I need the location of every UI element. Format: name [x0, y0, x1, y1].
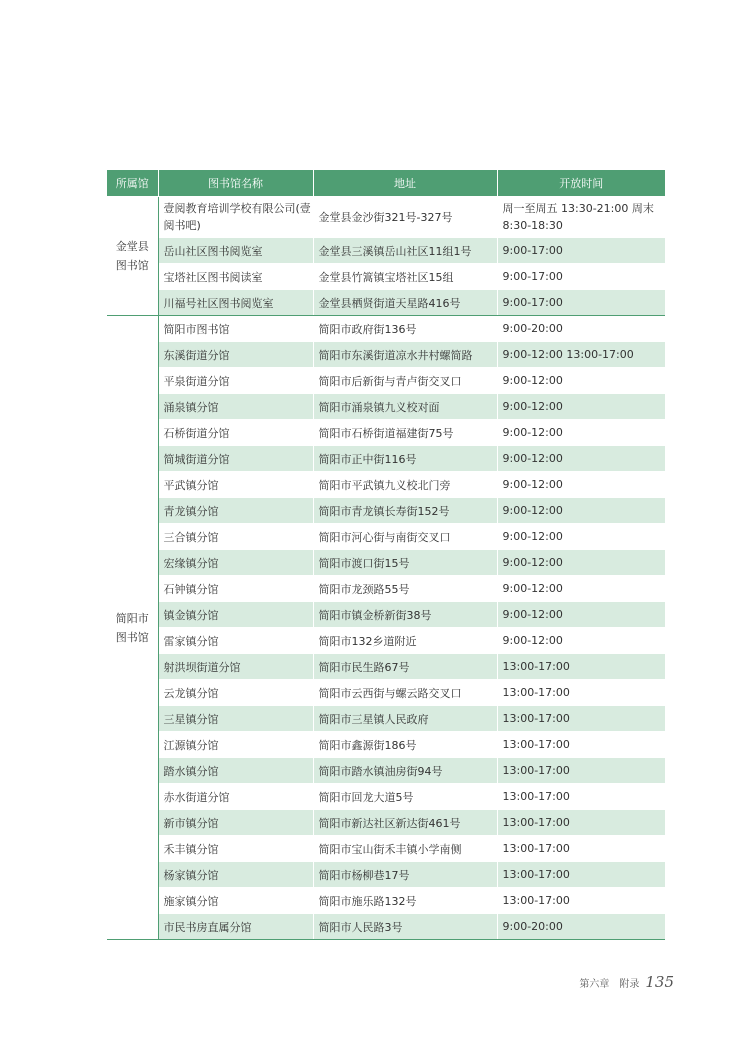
cell-address: 简阳市踏水镇油房街94号 — [313, 758, 497, 784]
table-row — [107, 758, 665, 784]
table-row — [107, 914, 665, 940]
cell-address: 简阳市青龙镇长寿街152号 — [313, 498, 497, 524]
cell-hours: 13:00-17:00 — [497, 732, 665, 758]
header-address: 地址 — [313, 170, 497, 197]
cell-name: 涌泉镇分馆 — [158, 394, 313, 420]
cell-name: 施家镇分馆 — [158, 888, 313, 914]
library-table — [107, 170, 665, 940]
cell-name: 雷家镇分馆 — [158, 628, 313, 654]
table-row — [107, 524, 665, 550]
table-row — [107, 368, 665, 394]
table-row — [107, 654, 665, 680]
cell-hours: 13:00-17:00 — [497, 784, 665, 810]
cell-hours: 9:00-20:00 — [497, 914, 665, 940]
table-row — [107, 550, 665, 576]
cell-name: 石桥街道分馆 — [158, 420, 313, 446]
cell-hours: 9:00-17:00 — [497, 290, 665, 316]
cell-address: 金堂县三溪镇岳山社区11组1号 — [313, 238, 497, 264]
cell-name: 新市镇分馆 — [158, 810, 313, 836]
cell-address: 简阳市鑫源街186号 — [313, 732, 497, 758]
table-row — [107, 472, 665, 498]
cell-hours: 9:00-12:00 — [497, 498, 665, 524]
cell-address: 金堂县金沙街321号-327号 — [313, 197, 497, 238]
cell-name: 云龙镇分馆 — [158, 680, 313, 706]
cell-name: 岳山社区图书阅览室 — [158, 238, 313, 264]
cell-address: 简阳市三星镇人民政府 — [313, 706, 497, 732]
table-row — [107, 862, 665, 888]
cell-hours: 9:00-12:00 — [497, 524, 665, 550]
cell-name: 壹阅教育培训学校有限公司(壹阅书吧) — [158, 197, 313, 238]
cell-hours: 13:00-17:00 — [497, 836, 665, 862]
cell-address: 简阳市正中街116号 — [313, 446, 497, 472]
cell-hours: 9:00-12:00 — [497, 576, 665, 602]
table-row — [107, 498, 665, 524]
cell-name: 杨家镇分馆 — [158, 862, 313, 888]
cell-name: 平泉街道分馆 — [158, 368, 313, 394]
cell-address: 简阳市后新街与青卢街交叉口 — [313, 368, 497, 394]
cell-name: 宝塔社区图书阅读室 — [158, 264, 313, 290]
cell-address: 简阳市民生路67号 — [313, 654, 497, 680]
cell-name: 赤水街道分馆 — [158, 784, 313, 810]
cell-address: 简阳市龙颈路55号 — [313, 576, 497, 602]
cell-name: 平武镇分馆 — [158, 472, 313, 498]
cell-name: 三星镇分馆 — [158, 706, 313, 732]
page-number: 135 — [645, 973, 674, 991]
cell-name: 宏缘镇分馆 — [158, 550, 313, 576]
table-row — [107, 316, 665, 342]
cell-address: 简阳市镇金桥新街38号 — [313, 602, 497, 628]
cell-address: 金堂县栖贤街道天星路416号 — [313, 290, 497, 316]
table-row — [107, 784, 665, 810]
cell-address: 简阳市东溪街道凉水井村螺简路 — [313, 342, 497, 368]
cell-address: 简阳市132乡道附近 — [313, 628, 497, 654]
table-row — [107, 264, 665, 290]
table-row — [107, 576, 665, 602]
header-affiliation: 所属馆 — [107, 170, 158, 197]
cell-hours: 9:00-12:00 — [497, 472, 665, 498]
cell-name: 三合镇分馆 — [158, 524, 313, 550]
footer-section: 附录 — [619, 979, 640, 990]
cell-address: 简阳市人民路3号 — [313, 914, 497, 940]
table-row — [107, 602, 665, 628]
cell-address: 金堂县竹篙镇宝塔社区15组 — [313, 264, 497, 290]
cell-hours: 13:00-17:00 — [497, 862, 665, 888]
cell-address: 简阳市河心街与南街交叉口 — [313, 524, 497, 550]
cell-address: 简阳市涌泉镇九义校对面 — [313, 394, 497, 420]
cell-name: 简城街道分馆 — [158, 446, 313, 472]
cell-hours: 13:00-17:00 — [497, 680, 665, 706]
cell-hours: 9:00-12:00 — [497, 394, 665, 420]
cell-address: 简阳市渡口街15号 — [313, 550, 497, 576]
table-row — [107, 836, 665, 862]
table-row — [107, 888, 665, 914]
cell-address: 简阳市施乐路132号 — [313, 888, 497, 914]
cell-name: 简阳市图书馆 — [158, 316, 313, 342]
cell-name: 市民书房直属分馆 — [158, 914, 313, 940]
cell-name: 石钟镇分馆 — [158, 576, 313, 602]
table-row — [107, 420, 665, 446]
cell-hours: 13:00-17:00 — [497, 888, 665, 914]
table-row — [107, 290, 665, 316]
table-row — [107, 238, 665, 264]
table-row — [107, 197, 665, 238]
cell-hours: 13:00-17:00 — [497, 706, 665, 732]
cell-hours: 9:00-12:00 — [497, 602, 665, 628]
page-footer — [579, 973, 674, 991]
cell-name: 青龙镇分馆 — [158, 498, 313, 524]
group-name-cell: 简阳市图书馆 — [107, 316, 158, 940]
cell-hours: 13:00-17:00 — [497, 810, 665, 836]
table-row — [107, 628, 665, 654]
table-row — [107, 342, 665, 368]
table-row — [107, 394, 665, 420]
cell-hours: 9:00-17:00 — [497, 238, 665, 264]
cell-address: 简阳市云西街与螺云路交叉口 — [313, 680, 497, 706]
cell-hours: 周一至周五 13:30-21:00 周末8:30-18:30 — [497, 197, 665, 238]
cell-name: 踏水镇分馆 — [158, 758, 313, 784]
cell-hours: 9:00-12:00 — [497, 550, 665, 576]
cell-hours: 9:00-12:00 13:00-17:00 — [497, 342, 665, 368]
cell-name: 射洪坝街道分馆 — [158, 654, 313, 680]
cell-hours: 9:00-12:00 — [497, 446, 665, 472]
cell-address: 简阳市石桥街道福建街75号 — [313, 420, 497, 446]
cell-name: 禾丰镇分馆 — [158, 836, 313, 862]
cell-address: 简阳市宝山街禾丰镇小学南侧 — [313, 836, 497, 862]
cell-hours: 9:00-12:00 — [497, 420, 665, 446]
cell-name: 川福号社区图书阅览室 — [158, 290, 313, 316]
cell-name: 东溪街道分馆 — [158, 342, 313, 368]
table-row — [107, 810, 665, 836]
table-row — [107, 446, 665, 472]
table-row — [107, 732, 665, 758]
cell-address: 简阳市新达社区新达街461号 — [313, 810, 497, 836]
table-body — [107, 197, 665, 940]
cell-address: 简阳市政府街136号 — [313, 316, 497, 342]
cell-name: 镇金镇分馆 — [158, 602, 313, 628]
cell-address: 简阳市杨柳巷17号 — [313, 862, 497, 888]
cell-name: 江源镇分馆 — [158, 732, 313, 758]
table-header-row — [107, 170, 665, 197]
table-row — [107, 706, 665, 732]
cell-hours: 13:00-17:00 — [497, 654, 665, 680]
cell-hours: 9:00-12:00 — [497, 628, 665, 654]
header-opening-hours: 开放时间 — [497, 170, 665, 197]
footer-chapter: 第六章 — [579, 979, 610, 990]
header-library-name: 图书馆名称 — [158, 170, 313, 197]
cell-address: 简阳市平武镇九义校北门旁 — [313, 472, 497, 498]
group-name-cell: 金堂县图书馆 — [107, 197, 158, 316]
cell-hours: 9:00-17:00 — [497, 264, 665, 290]
cell-address: 简阳市回龙大道5号 — [313, 784, 497, 810]
cell-hours: 13:00-17:00 — [497, 758, 665, 784]
table-row — [107, 680, 665, 706]
cell-hours: 9:00-12:00 — [497, 368, 665, 394]
cell-hours: 9:00-20:00 — [497, 316, 665, 342]
